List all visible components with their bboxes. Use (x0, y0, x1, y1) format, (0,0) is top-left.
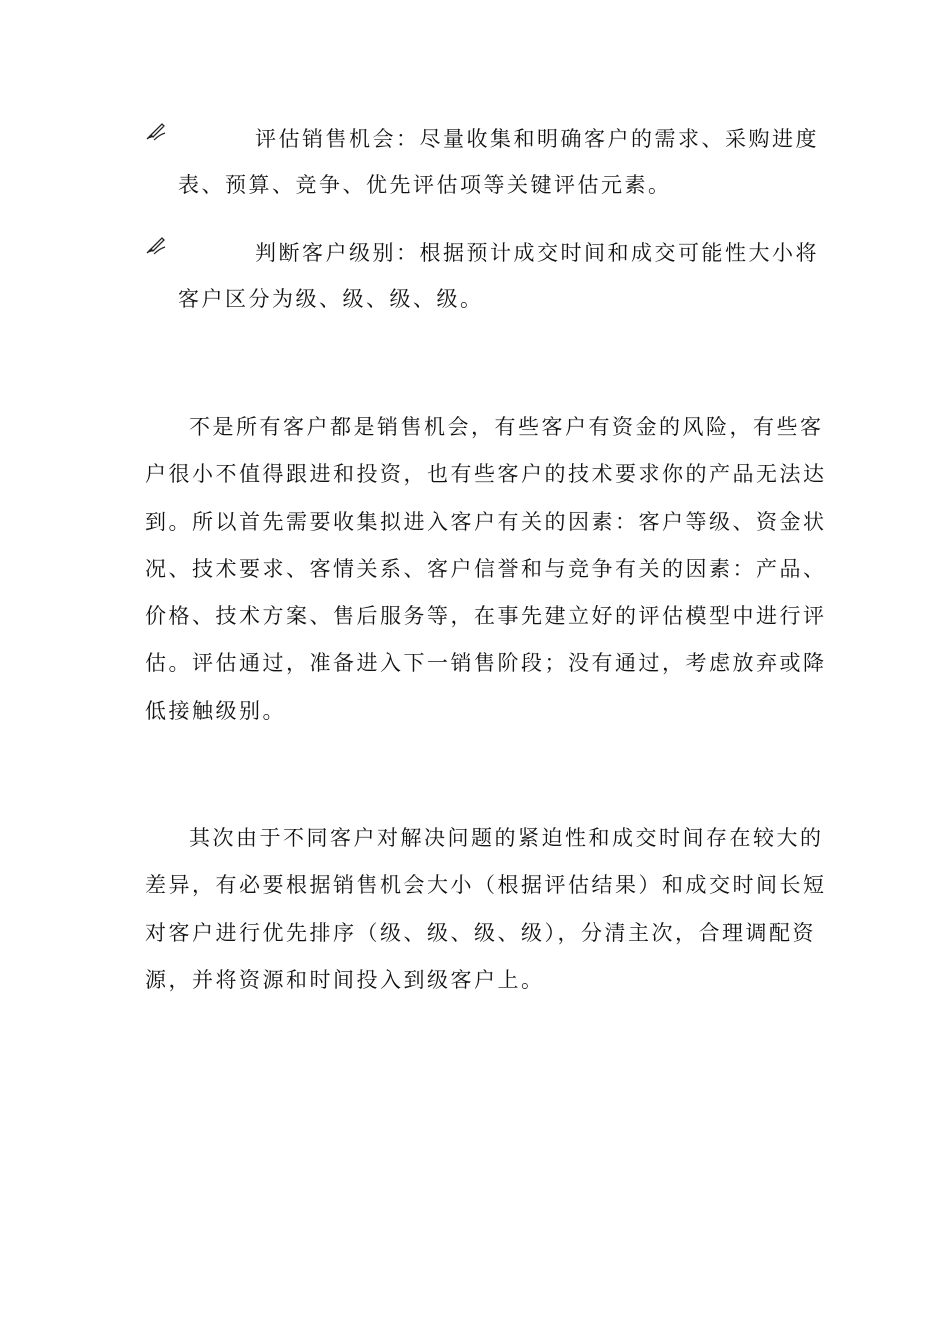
bullet-text-line: 客户区分为级、级、级、级。 (178, 287, 484, 311)
bullet-item-judge-customer-level (145, 230, 819, 322)
paragraph-line: 到。所以首先需要收集拟进入客户有关的因素：客户等级、资金状 (145, 509, 827, 534)
bullet-text-line: 表、预算、竞争、优先评估项等关键评估元素。 (178, 173, 672, 197)
paragraph-line: 估。评估通过，准备进入下一销售阶段；没有通过，考虑放弃或降 (145, 651, 827, 676)
paragraph-sales-opportunity (145, 404, 827, 735)
bullet-text-line: 评估销售机会：尽量收集和明确客户的需求、采购进度 (255, 127, 819, 151)
bullet-item-evaluate-opportunity (145, 116, 819, 208)
paragraph-priority-ranking (145, 815, 827, 1004)
paragraph-line: 其次由于不同客户对解决问题的紧迫性和成交时间存在较大的 (189, 826, 824, 850)
paragraph-line: 源，并将资源和时间投入到级客户上。 (145, 967, 545, 992)
paragraph-line: 况、技术要求、客情关系、客户信誉和与竞争有关的因素：产品、 (145, 556, 827, 581)
paragraph-line: 价格、技术方案、售后服务等，在事先建立好的评估模型中进行评 (145, 604, 827, 629)
paragraph-line: 差异，有必要根据销售机会大小（根据评估结果）和成交时间长短 (145, 873, 827, 898)
bullet-text-line: 判断客户级别：根据预计成交时间和成交可能性大小将 (255, 241, 819, 265)
paragraph-line: 不是所有客户都是销售机会，有些客户有资金的风险，有些客 (189, 415, 824, 439)
paragraph-line: 低接触级别。 (145, 698, 286, 723)
paragraph-line: 对客户进行优先排序（级、级、级、级），分清主次，合理调配资 (145, 920, 816, 945)
pencil-check-icon (145, 120, 167, 142)
pencil-check-icon (145, 234, 167, 256)
paragraph-line: 户很小不值得跟进和投资，也有些客户的技术要求你的产品无法达 (145, 462, 827, 487)
